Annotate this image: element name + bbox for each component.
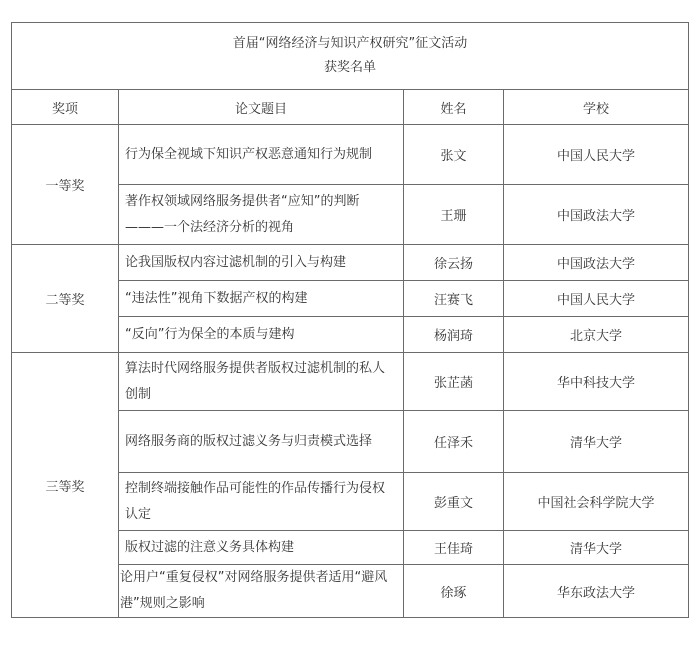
school-name: 中国政法大学: [504, 245, 689, 281]
paper-title: “违法性”视角下数据产权的构建: [119, 281, 404, 317]
award-level-third: 三等奖: [12, 353, 119, 618]
header-award: 奖项: [12, 90, 119, 125]
caption-title: 首届“网络经济与知识产权研究”征文活动: [232, 36, 468, 51]
award-level-first: 一等奖: [12, 125, 119, 245]
school-name: 中国人民大学: [504, 125, 689, 185]
award-list-table: [11, 22, 689, 618]
author-name: 徐琢: [404, 565, 504, 618]
school-name: 中国政法大学: [504, 185, 689, 245]
school-name: 中国社会科学院大学: [504, 473, 689, 531]
table-row: [12, 245, 689, 281]
award-level-second: 二等奖: [12, 245, 119, 353]
school-name: 北京大学: [504, 317, 689, 353]
paper-title: 网络服务商的版权过滤义务与归责模式选择: [119, 411, 404, 473]
school-name: 清华大学: [504, 411, 689, 473]
paper-title: 版权过滤的注意义务具体构建: [119, 531, 404, 565]
author-name: 王珊: [404, 185, 504, 245]
header-title: 论文题目: [119, 90, 404, 125]
school-name: 清华大学: [504, 531, 689, 565]
paper-title: 论用户“重复侵权”对网络服务提供者适用“避风港”规则之影响: [119, 565, 404, 618]
paper-title: 算法时代网络服务提供者版权过滤机制的私人创制: [119, 353, 404, 411]
author-name: 王佳琦: [404, 531, 504, 565]
author-name: 汪赛飞: [404, 281, 504, 317]
paper-title: “反向”行为保全的本质与建构: [119, 317, 404, 353]
table-caption: [12, 23, 689, 90]
author-name: 张文: [404, 125, 504, 185]
school-name: 华东政法大学: [504, 565, 689, 618]
paper-title: 控制终端接触作品可能性的作品传播行为侵权认定: [119, 473, 404, 531]
school-name: 华中科技大学: [504, 353, 689, 411]
header-school: 学校: [504, 90, 689, 125]
caption-row: [12, 23, 689, 90]
school-name: 中国人民大学: [504, 281, 689, 317]
header-row: [12, 90, 689, 125]
caption-subtitle: 获奖名单: [324, 60, 377, 75]
paper-title: 著作权领域网络服务提供者“应知”的判断———一个法经济分析的视角: [119, 185, 404, 245]
author-name: 张芷菡: [404, 353, 504, 411]
header-name: 姓名: [404, 90, 504, 125]
table-row: [12, 125, 689, 185]
author-name: 彭重文: [404, 473, 504, 531]
author-name: 任泽禾: [404, 411, 504, 473]
table-row: [12, 353, 689, 411]
author-name: 杨润琦: [404, 317, 504, 353]
paper-title: 行为保全视域下知识产权恶意通知行为规制: [119, 125, 404, 185]
paper-title: 论我国版权内容过滤机制的引入与构建: [119, 245, 404, 281]
author-name: 徐云扬: [404, 245, 504, 281]
